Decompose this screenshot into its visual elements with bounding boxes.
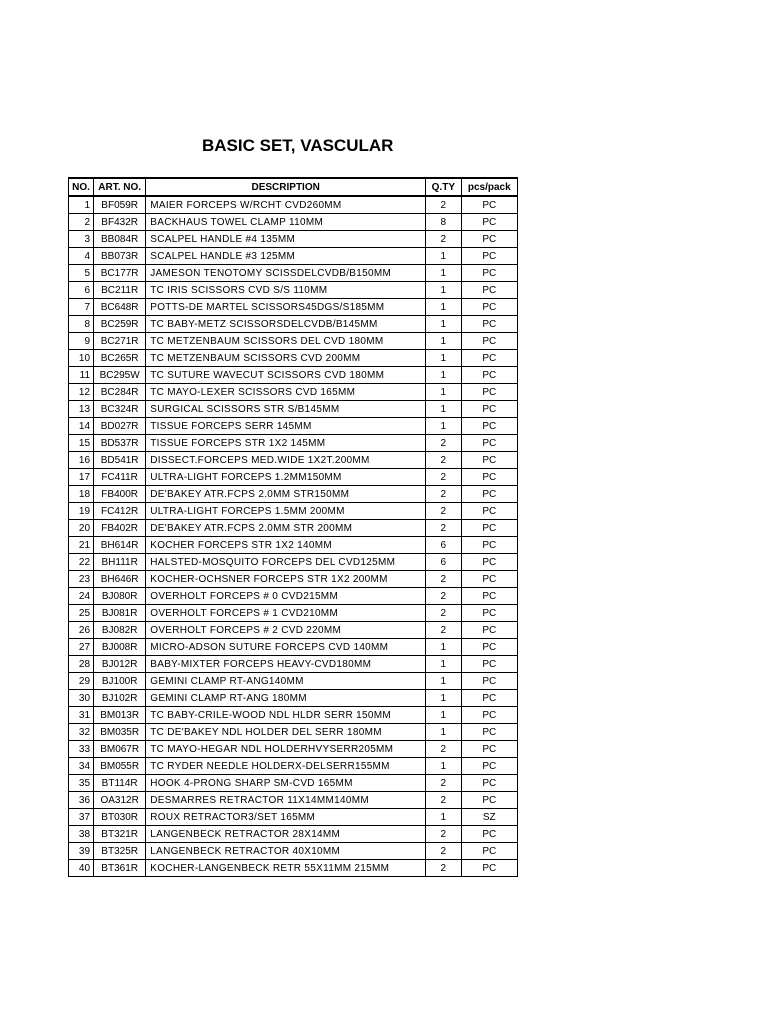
cell-description: GEMINI CLAMP RT-ANG 180MM — [146, 690, 426, 707]
cell-qty: 1 — [426, 673, 462, 690]
cell-pcs-pack: PC — [461, 435, 517, 452]
cell-art-no: BH614R — [94, 537, 146, 554]
cell-description: TISSUE FORCEPS STR 1X2 145MM — [146, 435, 426, 452]
cell-qty: 6 — [426, 554, 462, 571]
cell-art-no: BC284R — [94, 384, 146, 401]
table-row — [69, 605, 518, 622]
cell-qty: 2 — [426, 469, 462, 486]
cell-qty: 1 — [426, 758, 462, 775]
cell-qty: 1 — [426, 350, 462, 367]
table-row — [69, 196, 518, 214]
cell-art-no: BF432R — [94, 214, 146, 231]
cell-qty: 2 — [426, 622, 462, 639]
cell-description: LANGENBECK RETRACTOR 40X10MM — [146, 843, 426, 860]
cell-no: 13 — [69, 401, 94, 418]
cell-art-no: BC177R — [94, 265, 146, 282]
table-row — [69, 248, 518, 265]
cell-art-no: BJ012R — [94, 656, 146, 673]
table-row — [69, 520, 518, 537]
cell-pcs-pack: PC — [461, 758, 517, 775]
cell-pcs-pack: PC — [461, 724, 517, 741]
table-row — [69, 316, 518, 333]
cell-no: 38 — [69, 826, 94, 843]
table-row — [69, 503, 518, 520]
cell-art-no: BM035R — [94, 724, 146, 741]
cell-art-no: OA312R — [94, 792, 146, 809]
cell-description: OVERHOLT FORCEPS # 1 CVD210MM — [146, 605, 426, 622]
cell-no: 37 — [69, 809, 94, 826]
cell-description: TISSUE FORCEPS SERR 145MM — [146, 418, 426, 435]
cell-description: BABY-MIXTER FORCEPS HEAVY-CVD180MM — [146, 656, 426, 673]
cell-description: ULTRA-LIGHT FORCEPS 1.2MM150MM — [146, 469, 426, 486]
cell-no: 26 — [69, 622, 94, 639]
instrument-table — [68, 177, 518, 877]
cell-art-no: BD027R — [94, 418, 146, 435]
cell-no: 34 — [69, 758, 94, 775]
cell-qty: 2 — [426, 231, 462, 248]
cell-art-no: BM055R — [94, 758, 146, 775]
table-row — [69, 486, 518, 503]
cell-qty: 1 — [426, 384, 462, 401]
cell-pcs-pack: PC — [461, 503, 517, 520]
cell-no: 5 — [69, 265, 94, 282]
cell-pcs-pack: PC — [461, 299, 517, 316]
table-row — [69, 537, 518, 554]
cell-description: TC METZENBAUM SCISSORS DEL CVD 180MM — [146, 333, 426, 350]
cell-art-no: BH111R — [94, 554, 146, 571]
cell-qty: 6 — [426, 537, 462, 554]
cell-qty: 2 — [426, 588, 462, 605]
cell-qty: 1 — [426, 809, 462, 826]
cell-pcs-pack: PC — [461, 196, 517, 214]
cell-art-no: BF059R — [94, 196, 146, 214]
cell-qty: 1 — [426, 707, 462, 724]
cell-no: 12 — [69, 384, 94, 401]
cell-no: 28 — [69, 656, 94, 673]
cell-pcs-pack: PC — [461, 622, 517, 639]
table-row — [69, 758, 518, 775]
cell-no: 1 — [69, 196, 94, 214]
cell-art-no: BB084R — [94, 231, 146, 248]
cell-pcs-pack: PC — [461, 486, 517, 503]
cell-pcs-pack: PC — [461, 588, 517, 605]
cell-no: 22 — [69, 554, 94, 571]
cell-pcs-pack: PC — [461, 350, 517, 367]
cell-qty: 1 — [426, 639, 462, 656]
cell-qty: 1 — [426, 690, 462, 707]
table-header — [69, 178, 518, 196]
cell-qty: 1 — [426, 656, 462, 673]
cell-pcs-pack: PC — [461, 741, 517, 758]
table-row — [69, 214, 518, 231]
cell-pcs-pack: PC — [461, 792, 517, 809]
table-row — [69, 588, 518, 605]
cell-qty: 2 — [426, 792, 462, 809]
cell-no: 6 — [69, 282, 94, 299]
cell-pcs-pack: PC — [461, 316, 517, 333]
cell-pcs-pack: PC — [461, 826, 517, 843]
table-row — [69, 367, 518, 384]
cell-description: ROUX RETRACTOR3/SET 165MM — [146, 809, 426, 826]
cell-pcs-pack: PC — [461, 656, 517, 673]
cell-description: ULTRA-LIGHT FORCEPS 1.5MM 200MM — [146, 503, 426, 520]
table-row — [69, 231, 518, 248]
cell-description: MAIER FORCEPS W/RCHT CVD260MM — [146, 196, 426, 214]
cell-pcs-pack: PC — [461, 282, 517, 299]
cell-pcs-pack: PC — [461, 843, 517, 860]
cell-art-no: BH646R — [94, 571, 146, 588]
cell-art-no: FC411R — [94, 469, 146, 486]
table-row — [69, 350, 518, 367]
header-pcs-pack: pcs/pack — [461, 178, 517, 196]
table-row — [69, 282, 518, 299]
table-row — [69, 265, 518, 282]
cell-qty: 1 — [426, 282, 462, 299]
cell-art-no: BD541R — [94, 452, 146, 469]
cell-no: 30 — [69, 690, 94, 707]
cell-pcs-pack: PC — [461, 520, 517, 537]
table-row — [69, 792, 518, 809]
header-qty: Q.TY — [426, 178, 462, 196]
cell-art-no: BC648R — [94, 299, 146, 316]
cell-qty: 1 — [426, 401, 462, 418]
table-row — [69, 724, 518, 741]
table-row — [69, 741, 518, 758]
cell-art-no: BM013R — [94, 707, 146, 724]
cell-description: TC BABY-METZ SCISSORSDELCVDB/B145MM — [146, 316, 426, 333]
cell-art-no: FB400R — [94, 486, 146, 503]
table-row — [69, 656, 518, 673]
cell-art-no: BT030R — [94, 809, 146, 826]
cell-description: GEMINI CLAMP RT-ANG140MM — [146, 673, 426, 690]
cell-description: DISSECT.FORCEPS MED.WIDE 1X2T.200MM — [146, 452, 426, 469]
cell-description: KOCHER-LANGENBECK RETR 55X11MM 215MM — [146, 860, 426, 877]
cell-description: HALSTED-MOSQUITO FORCEPS DEL CVD125MM — [146, 554, 426, 571]
cell-art-no: BT361R — [94, 860, 146, 877]
cell-no: 20 — [69, 520, 94, 537]
cell-pcs-pack: PC — [461, 333, 517, 350]
cell-no: 21 — [69, 537, 94, 554]
cell-no: 32 — [69, 724, 94, 741]
cell-art-no: BJ008R — [94, 639, 146, 656]
cell-no: 2 — [69, 214, 94, 231]
cell-description: MICRO-ADSON SUTURE FORCEPS CVD 140MM — [146, 639, 426, 656]
cell-pcs-pack: SZ — [461, 809, 517, 826]
cell-art-no: BT321R — [94, 826, 146, 843]
cell-description: TC BABY-CRILE-WOOD NDL HLDR SERR 150MM — [146, 707, 426, 724]
cell-no: 24 — [69, 588, 94, 605]
cell-description: DESMARRES RETRACTOR 11X14MM140MM — [146, 792, 426, 809]
cell-pcs-pack: PC — [461, 690, 517, 707]
header-art-no: ART. NO. — [94, 178, 146, 196]
cell-pcs-pack: PC — [461, 401, 517, 418]
cell-qty: 2 — [426, 486, 462, 503]
cell-qty: 2 — [426, 605, 462, 622]
cell-qty: 2 — [426, 775, 462, 792]
cell-no: 25 — [69, 605, 94, 622]
cell-description: OVERHOLT FORCEPS # 2 CVD 220MM — [146, 622, 426, 639]
cell-pcs-pack: PC — [461, 537, 517, 554]
cell-art-no: BJ082R — [94, 622, 146, 639]
cell-art-no: BM067R — [94, 741, 146, 758]
cell-no: 8 — [69, 316, 94, 333]
cell-no: 4 — [69, 248, 94, 265]
table-row — [69, 639, 518, 656]
cell-no: 18 — [69, 486, 94, 503]
cell-art-no: BD537R — [94, 435, 146, 452]
cell-description: KOCHER FORCEPS STR 1X2 140MM — [146, 537, 426, 554]
cell-qty: 2 — [426, 435, 462, 452]
cell-description: TC SUTURE WAVECUT SCISSORS CVD 180MM — [146, 367, 426, 384]
cell-description: JAMESON TENOTOMY SCISSDELCVDB/B150MM — [146, 265, 426, 282]
cell-qty: 2 — [426, 571, 462, 588]
cell-art-no: FC412R — [94, 503, 146, 520]
cell-pcs-pack: PC — [461, 452, 517, 469]
cell-qty: 2 — [426, 196, 462, 214]
cell-description: SURGICAL SCISSORS STR S/B145MM — [146, 401, 426, 418]
cell-art-no: BC295W — [94, 367, 146, 384]
cell-pcs-pack: PC — [461, 469, 517, 486]
cell-qty: 1 — [426, 248, 462, 265]
cell-no: 3 — [69, 231, 94, 248]
cell-art-no: FB402R — [94, 520, 146, 537]
cell-pcs-pack: PC — [461, 571, 517, 588]
cell-pcs-pack: PC — [461, 418, 517, 435]
cell-qty: 1 — [426, 316, 462, 333]
cell-description: TC RYDER NEEDLE HOLDERX-DELSERR155MM — [146, 758, 426, 775]
cell-description: KOCHER-OCHSNER FORCEPS STR 1X2 200MM — [146, 571, 426, 588]
cell-no: 17 — [69, 469, 94, 486]
cell-pcs-pack: PC — [461, 214, 517, 231]
cell-description: DE'BAKEY ATR.FCPS 2.0MM STR150MM — [146, 486, 426, 503]
cell-no: 16 — [69, 452, 94, 469]
cell-no: 36 — [69, 792, 94, 809]
cell-art-no: BC271R — [94, 333, 146, 350]
cell-qty: 2 — [426, 826, 462, 843]
cell-pcs-pack: PC — [461, 384, 517, 401]
cell-qty: 2 — [426, 843, 462, 860]
cell-qty: 1 — [426, 265, 462, 282]
cell-no: 7 — [69, 299, 94, 316]
cell-description: DE'BAKEY ATR.FCPS 2.0MM STR 200MM — [146, 520, 426, 537]
cell-description: TC MAYO-HEGAR NDL HOLDERHVYSERR205MM — [146, 741, 426, 758]
cell-qty: 1 — [426, 724, 462, 741]
cell-no: 40 — [69, 860, 94, 877]
table-row — [69, 571, 518, 588]
table-row — [69, 826, 518, 843]
cell-description: POTTS-DE MARTEL SCISSORS45DGS/S185MM — [146, 299, 426, 316]
cell-description: TC IRIS SCISSORS CVD S/S 110MM — [146, 282, 426, 299]
table-row — [69, 707, 518, 724]
cell-qty: 1 — [426, 418, 462, 435]
cell-no: 31 — [69, 707, 94, 724]
table-row — [69, 554, 518, 571]
cell-no: 23 — [69, 571, 94, 588]
cell-qty: 2 — [426, 452, 462, 469]
cell-description: SCALPEL HANDLE #4 135MM — [146, 231, 426, 248]
cell-description: TC METZENBAUM SCISSORS CVD 200MM — [146, 350, 426, 367]
cell-art-no: BB073R — [94, 248, 146, 265]
cell-description: SCALPEL HANDLE #3 125MM — [146, 248, 426, 265]
cell-pcs-pack: PC — [461, 673, 517, 690]
cell-qty: 2 — [426, 503, 462, 520]
cell-pcs-pack: PC — [461, 231, 517, 248]
table-row — [69, 418, 518, 435]
table-row — [69, 435, 518, 452]
cell-description: HOOK 4-PRONG SHARP SM-CVD 165MM — [146, 775, 426, 792]
cell-qty: 2 — [426, 741, 462, 758]
header-row — [69, 178, 518, 196]
table-body — [69, 196, 518, 877]
cell-art-no: BC259R — [94, 316, 146, 333]
cell-pcs-pack: PC — [461, 639, 517, 656]
cell-no: 27 — [69, 639, 94, 656]
cell-no: 11 — [69, 367, 94, 384]
cell-description: TC DE'BAKEY NDL HOLDER DEL SERR 180MM — [146, 724, 426, 741]
cell-pcs-pack: PC — [461, 775, 517, 792]
cell-art-no: BC265R — [94, 350, 146, 367]
table-row — [69, 673, 518, 690]
header-description: DESCRIPTION — [146, 178, 426, 196]
table-row — [69, 469, 518, 486]
cell-art-no: BJ081R — [94, 605, 146, 622]
table-row — [69, 384, 518, 401]
table-row — [69, 333, 518, 350]
cell-no: 29 — [69, 673, 94, 690]
table-row — [69, 299, 518, 316]
cell-art-no: BJ080R — [94, 588, 146, 605]
table-row — [69, 622, 518, 639]
cell-no: 15 — [69, 435, 94, 452]
table-row — [69, 401, 518, 418]
cell-qty: 2 — [426, 860, 462, 877]
cell-pcs-pack: PC — [461, 605, 517, 622]
cell-art-no: BJ102R — [94, 690, 146, 707]
table-row — [69, 809, 518, 826]
cell-qty: 1 — [426, 333, 462, 350]
cell-pcs-pack: PC — [461, 367, 517, 384]
cell-description: BACKHAUS TOWEL CLAMP 110MM — [146, 214, 426, 231]
cell-no: 19 — [69, 503, 94, 520]
table-row — [69, 843, 518, 860]
cell-pcs-pack: PC — [461, 707, 517, 724]
cell-description: OVERHOLT FORCEPS # 0 CVD215MM — [146, 588, 426, 605]
cell-no: 35 — [69, 775, 94, 792]
cell-pcs-pack: PC — [461, 860, 517, 877]
table-row — [69, 452, 518, 469]
cell-no: 10 — [69, 350, 94, 367]
cell-pcs-pack: PC — [461, 265, 517, 282]
cell-no: 39 — [69, 843, 94, 860]
cell-art-no: BC211R — [94, 282, 146, 299]
cell-qty: 1 — [426, 367, 462, 384]
cell-art-no: BT114R — [94, 775, 146, 792]
cell-no: 9 — [69, 333, 94, 350]
cell-qty: 1 — [426, 299, 462, 316]
cell-qty: 2 — [426, 520, 462, 537]
cell-art-no: BC324R — [94, 401, 146, 418]
cell-art-no: BT325R — [94, 843, 146, 860]
cell-no: 33 — [69, 741, 94, 758]
header-no: NO. — [69, 178, 94, 196]
cell-pcs-pack: PC — [461, 554, 517, 571]
cell-description: LANGENBECK RETRACTOR 28X14MM — [146, 826, 426, 843]
document-title: BASIC SET, VASCULAR — [202, 136, 394, 155]
table-row — [69, 775, 518, 792]
cell-pcs-pack: PC — [461, 248, 517, 265]
table-row — [69, 860, 518, 877]
cell-description: TC MAYO-LEXER SCISSORS CVD 165MM — [146, 384, 426, 401]
cell-no: 14 — [69, 418, 94, 435]
table-row — [69, 690, 518, 707]
cell-qty: 8 — [426, 214, 462, 231]
cell-art-no: BJ100R — [94, 673, 146, 690]
